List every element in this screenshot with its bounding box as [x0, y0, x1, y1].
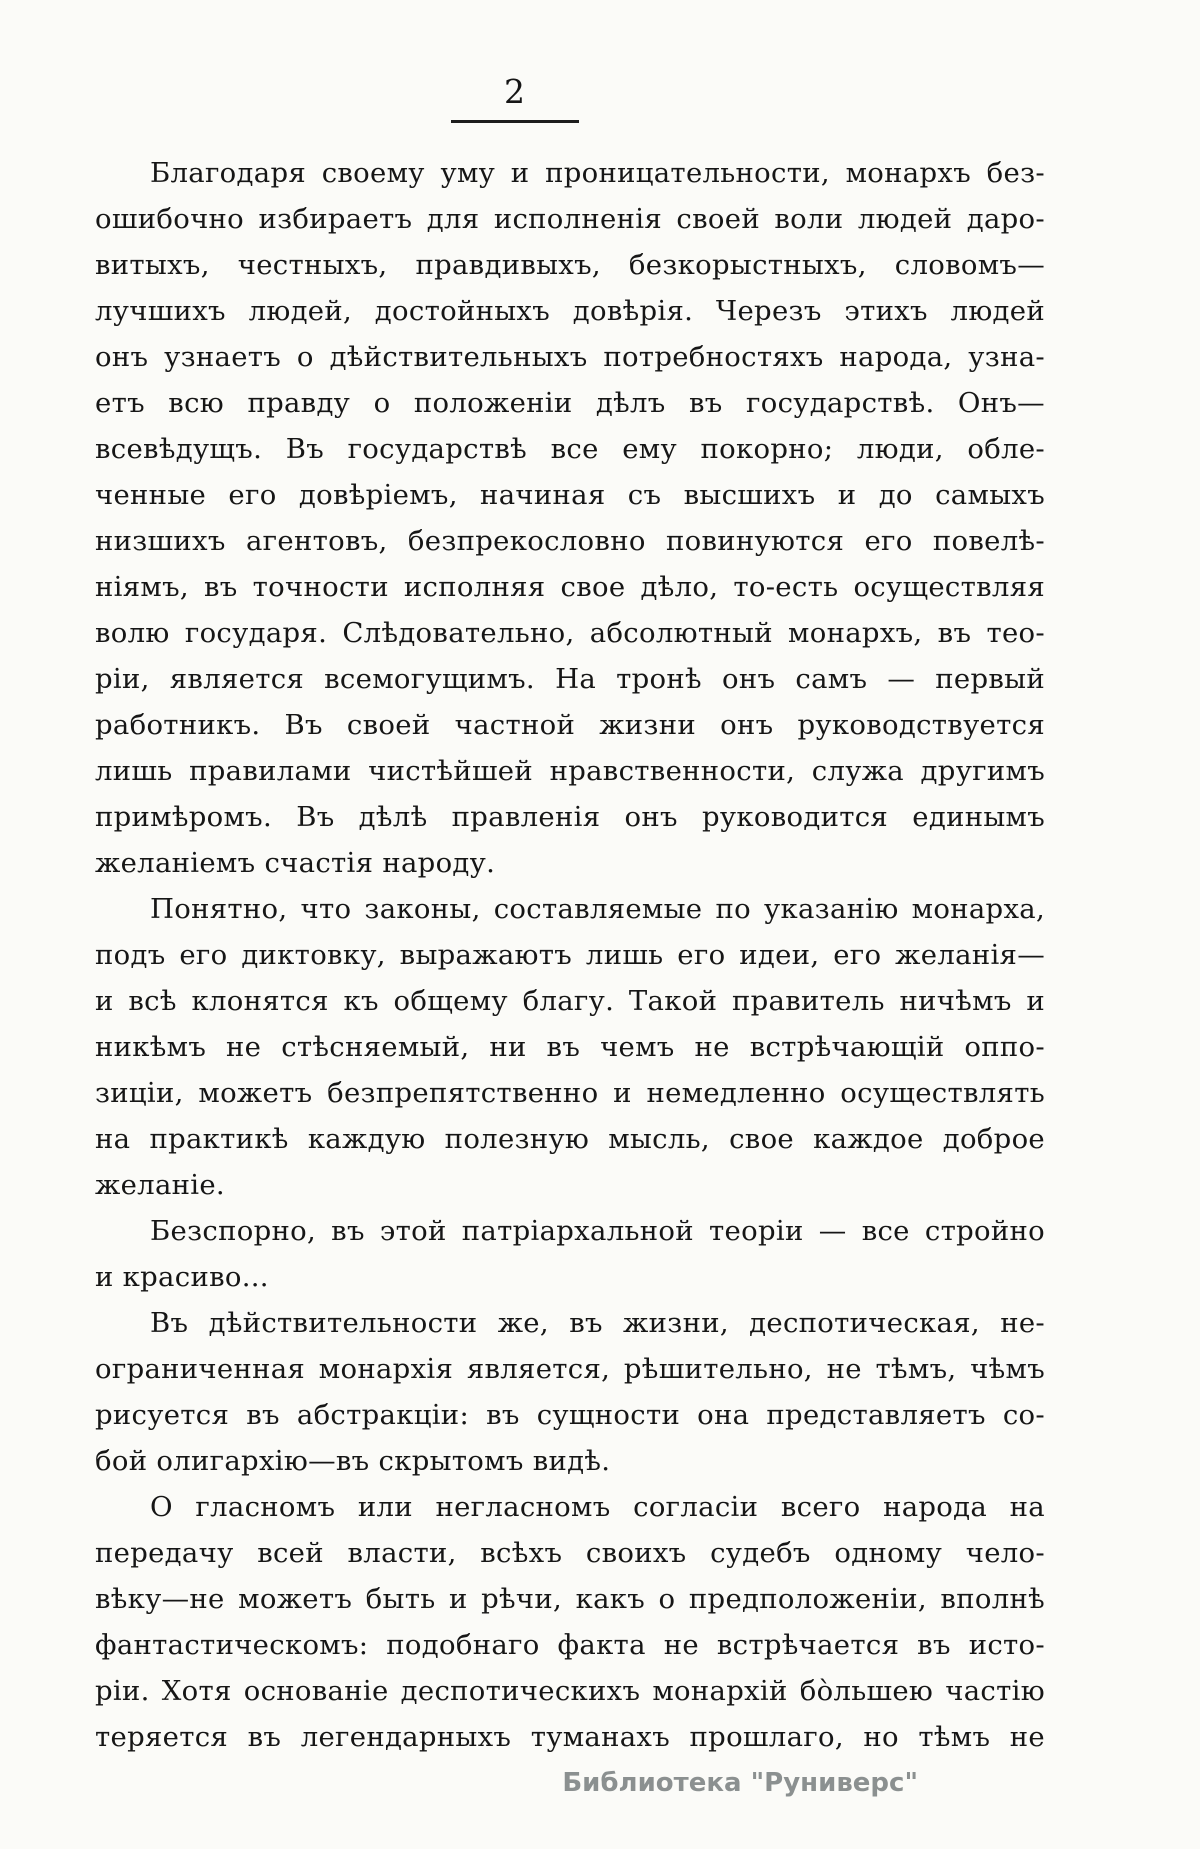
text-line: ограниченная монархія является, рѣшительно, не тѣмъ, чѣмъ: [95, 1353, 1045, 1385]
text-line: на практикѣ каждую полезную мысль, свое каждое доброе: [95, 1123, 1045, 1155]
text-line: подъ его диктовку, выражаютъ лишь его идеи, его желанія—: [95, 939, 1045, 971]
text-line: рисуется въ абстракціи: въ сущности она представляетъ со-: [95, 1399, 1045, 1431]
text-line: фантастическомъ: подобнаго факта не встрѣчается въ исто-: [95, 1629, 1045, 1661]
text-line: витыхъ, честныхъ, правдивыхъ, безкорыстныхъ, словомъ—: [95, 249, 1045, 281]
text-line: бой олигархію—въ скрытомъ видѣ.: [95, 1445, 611, 1477]
page-number-rule: [451, 120, 579, 123]
text-line: вѣку—не можетъ быть и рѣчи, какъ о предположеніи, вполнѣ: [95, 1583, 1045, 1615]
page-number: 2: [504, 72, 526, 111]
text-line: Въ дѣйствительности же, въ жизни, деспотическая, не-: [150, 1307, 1045, 1339]
text-line: О гласномъ или негласномъ согласіи всего народа на: [150, 1491, 1045, 1523]
text-line: передачу всей власти, всѣхъ своихъ судебъ одному чело-: [95, 1537, 1045, 1569]
text-line: лишь правилами чистѣйшей нравственности, служа другимъ: [95, 755, 1045, 787]
body-text: [95, 150, 1045, 1760]
text-line: ріи, является всемогущимъ. На тронѣ онъ самъ — первый: [95, 663, 1045, 695]
text-line: желаніемъ счастія народу.: [95, 847, 496, 879]
text-line: работникъ. Въ своей частной жизни онъ руководствуется: [95, 709, 1045, 741]
text-line: Благодаря своему уму и проницательности, монархъ без-: [150, 157, 1045, 189]
text-line: теряется въ легендарныхъ туманахъ прошлаго, но тѣмъ не: [95, 1721, 1045, 1753]
text-line: ріи. Хотя основаніе деспотическихъ монархій бо̀льшею частію: [95, 1675, 1045, 1707]
text-line: никѣмъ не стѣсняемый, ни въ чемъ не встрѣчающій оппо-: [95, 1031, 1045, 1063]
page-header: [0, 72, 1030, 123]
text-line: и всѣ клонятся къ общему благу. Такой правитель ничѣмъ и: [95, 985, 1045, 1017]
text-line: зиціи, можетъ безпрепятственно и немедленно осуществлять: [95, 1077, 1045, 1109]
text-line: волю государя. Слѣдовательно, абсолютный монархъ, въ тео-: [95, 617, 1045, 649]
text-line: ніямъ, въ точности исполняя свое дѣло, то-есть осуществляя: [95, 571, 1045, 603]
text-line: лучшихъ людей, достойныхъ довѣрія. Черезъ этихъ людей: [95, 295, 1045, 327]
text-line: желаніе.: [95, 1169, 225, 1201]
text-line: етъ всю правду о положеніи дѣлъ въ государствѣ. Онъ—: [95, 387, 1045, 419]
text-line: примѣромъ. Въ дѣлѣ правленія онъ руководится единымъ: [95, 801, 1045, 833]
text-line: Безспорно, въ этой патріархальной теоріи — все стройно: [150, 1215, 1045, 1247]
text-line: всевѣдущъ. Въ государствѣ все ему покорно; люди, обле-: [95, 433, 1045, 465]
text-line: Понятно, что законы, составляемые по указанію монарха,: [150, 893, 1045, 925]
text-line: онъ узнаетъ о дѣйствительныхъ потребностяхъ народа, узна-: [95, 341, 1045, 373]
text-line: низшихъ агентовъ, безпрекословно повинуются его повелѣ-: [95, 525, 1045, 557]
watermark: Библиотека "Руниверс": [562, 1768, 918, 1798]
text-line: ченные его довѣріемъ, начиная съ высшихъ и до самыхъ: [95, 479, 1045, 511]
text-line: и красиво...: [95, 1261, 269, 1293]
text-line: ошибочно избираетъ для исполненія своей воли людей даро-: [95, 203, 1045, 235]
